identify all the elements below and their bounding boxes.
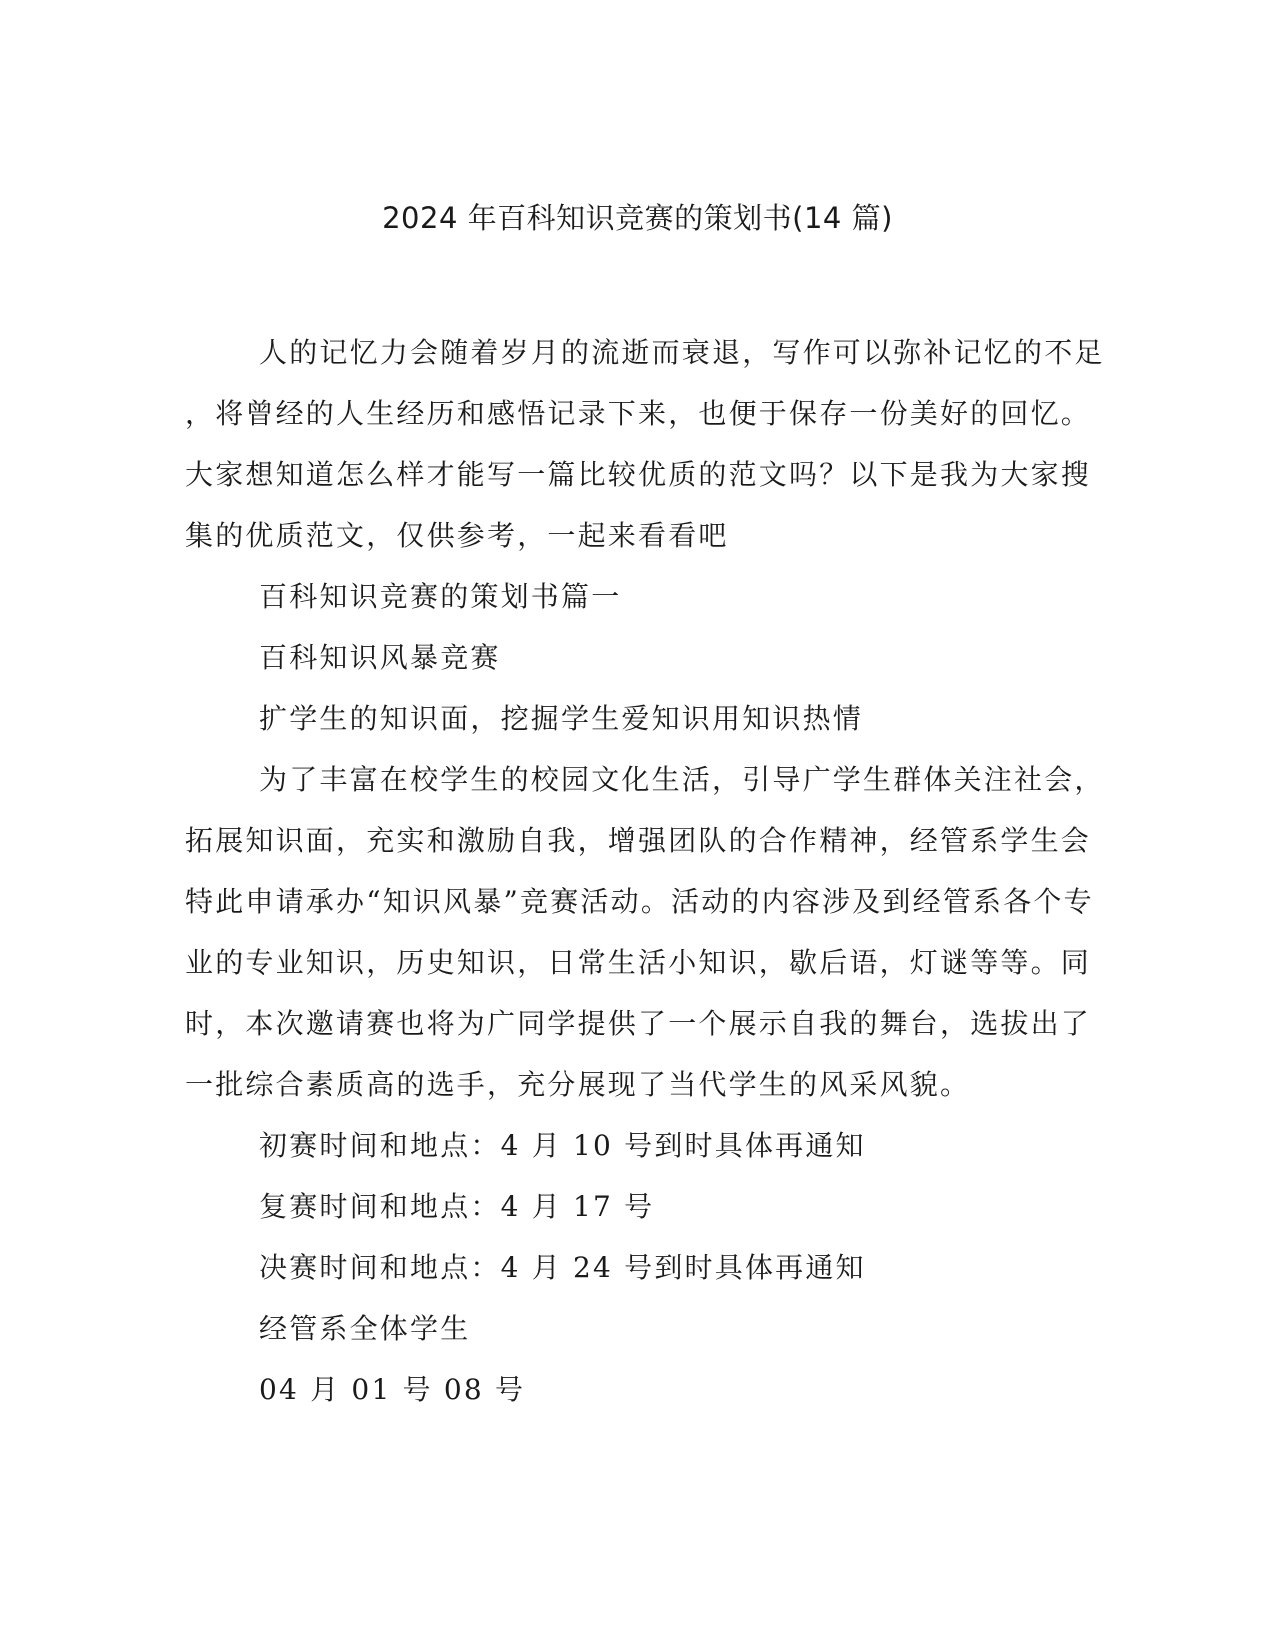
participants: 经管系全体学生 bbox=[259, 1312, 471, 1345]
intro-line: ，将曾经的人生经历和感悟记录下来，也便于保存一份美好的回忆。 bbox=[185, 397, 1092, 430]
event-name: 百科知识风暴竞赛 bbox=[259, 641, 501, 674]
intro-line: 集的优质范文，仅供参考，一起来看看吧 bbox=[185, 519, 729, 552]
semifinal-round: 复赛时间和地点：4 月 17 号 bbox=[259, 1190, 655, 1223]
document-body bbox=[185, 322, 1105, 1420]
section-heading: 百科知识竞赛的策划书篇一 bbox=[259, 580, 622, 613]
background-line: 特此申请承办“知识风暴”竞赛活动。活动的内容涉及到经管系各个专 bbox=[185, 885, 1094, 918]
intro-paragraph bbox=[185, 322, 1105, 566]
background-line: 拓展知识面，充实和激励自我，增强团队的合作精神，经管系学生会 bbox=[185, 824, 1092, 857]
background-paragraph bbox=[185, 749, 1105, 1115]
event-dates: 04 月 01 号 08 号 bbox=[259, 1373, 526, 1406]
intro-line: 大家想知道怎么样才能写一篇比较优质的范文吗？以下是我为大家搜 bbox=[185, 458, 1092, 491]
preliminary-round: 初赛时间和地点：4 月 10 号到时具体再通知 bbox=[259, 1129, 866, 1162]
background-line: 一批综合素质高的选手，充分展现了当代学生的风采风貌。 bbox=[185, 1068, 971, 1101]
background-line: 为了丰富在校学生的校园文化生活，引导广学生群体关注社会， bbox=[259, 763, 1105, 796]
intro-line: 人的记忆力会随着岁月的流逝而衰退，写作可以弥补记忆的不足 bbox=[259, 336, 1105, 369]
document-title: 2024 年百科知识竞赛的策划书(14 篇) bbox=[382, 201, 893, 235]
background-line: 时，本次邀请赛也将为广同学提供了一个展示自我的舞台，选拔出了 bbox=[185, 1007, 1092, 1040]
event-purpose: 扩学生的知识面，挖掘学生爱知识用知识热情 bbox=[259, 702, 864, 735]
final-round: 决赛时间和地点：4 月 24 号到时具体再通知 bbox=[259, 1251, 866, 1284]
background-line: 业的专业知识，历史知识，日常生活小知识，歇后语，灯谜等等。同 bbox=[185, 946, 1092, 979]
